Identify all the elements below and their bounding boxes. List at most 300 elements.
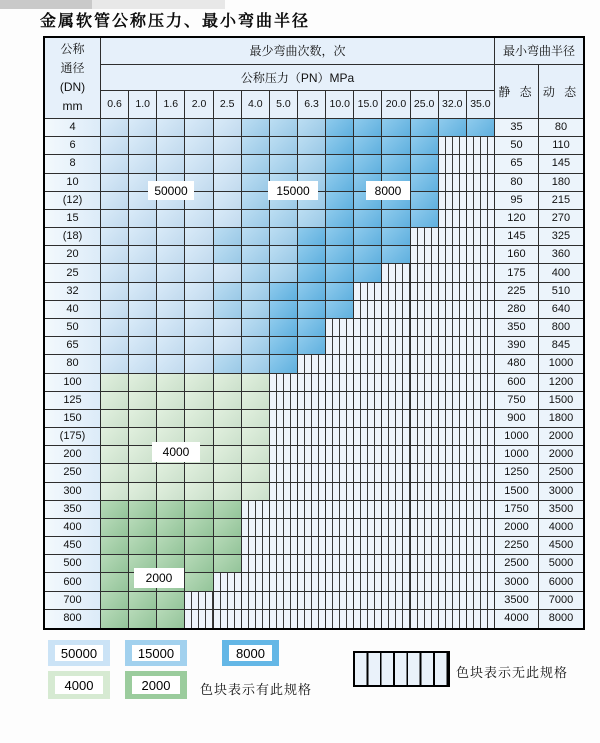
dn-cell: 150 <box>45 410 101 428</box>
spec-cell <box>270 337 298 355</box>
no-spec-cell <box>382 283 410 301</box>
static-radius-cell: 3000 <box>495 573 539 591</box>
cycles-region-label-50000: 50000 <box>148 181 194 200</box>
spec-cell <box>439 119 467 137</box>
no-spec-cell <box>382 537 410 555</box>
no-spec-cell <box>439 355 467 373</box>
spec-cell <box>214 374 242 392</box>
no-spec-cell <box>382 464 410 482</box>
spec-cell <box>354 246 382 264</box>
dn-cell: 8 <box>45 155 101 173</box>
spec-cell <box>129 210 157 228</box>
spec-cell <box>270 210 298 228</box>
dynamic-radius-cell: 4500 <box>539 537 583 555</box>
no-spec-cell <box>270 446 298 464</box>
no-spec-cell <box>439 537 467 555</box>
no-spec-cell <box>382 428 410 446</box>
pressure-col-header: 25.0 <box>411 91 439 119</box>
spec-cell <box>214 464 242 482</box>
page-title: 金属软管公称压力、最小弯曲半径 <box>40 11 311 30</box>
spec-cell <box>101 155 129 173</box>
spec-cell <box>129 246 157 264</box>
dynamic-radius-cell: 8000 <box>539 610 583 628</box>
no-spec-cell <box>185 610 213 628</box>
dn-cell: 600 <box>45 573 101 591</box>
spec-cell <box>298 246 326 264</box>
spec-cell <box>298 319 326 337</box>
spec-cell <box>242 483 270 501</box>
spec-cell <box>214 155 242 173</box>
no-spec-cell <box>411 573 439 591</box>
spec-cell <box>214 483 242 501</box>
spec-cell <box>157 410 185 428</box>
no-spec-cell <box>467 137 495 155</box>
spec-cell <box>326 246 354 264</box>
spec-cell <box>214 501 242 519</box>
spec-cell <box>326 210 354 228</box>
spec-cell <box>101 392 129 410</box>
pressure-bend-table <box>43 36 585 630</box>
spec-cell <box>157 210 185 228</box>
pressure-col-header: 10.0 <box>326 91 354 119</box>
static-radius-cell: 145 <box>495 228 539 246</box>
no-spec-cell <box>326 610 354 628</box>
no-spec-cell <box>382 374 410 392</box>
no-spec-cell <box>354 283 382 301</box>
dynamic-header: 动 态 <box>539 65 583 119</box>
dynamic-radius-cell: 180 <box>539 174 583 192</box>
dn-cell: 10 <box>45 174 101 192</box>
no-spec-cell <box>270 537 298 555</box>
legend-swatch-15000 <box>125 640 187 666</box>
spec-cell <box>411 210 439 228</box>
spec-cell <box>101 428 129 446</box>
static-radius-cell: 80 <box>495 174 539 192</box>
spec-cell <box>242 119 270 137</box>
no-spec-cell <box>439 228 467 246</box>
spec-cell <box>270 155 298 173</box>
no-spec-cell <box>326 410 354 428</box>
no-spec-cell <box>439 374 467 392</box>
static-radius-cell: 1500 <box>495 483 539 501</box>
spec-cell <box>411 155 439 173</box>
no-spec-cell <box>326 446 354 464</box>
spec-cell <box>129 264 157 282</box>
no-spec-cell <box>411 519 439 537</box>
spec-cell <box>214 246 242 264</box>
spec-cell <box>298 337 326 355</box>
spec-cell <box>101 301 129 319</box>
dn-cell: (12) <box>45 192 101 210</box>
spec-cell <box>101 537 129 555</box>
dn-cell: 50 <box>45 319 101 337</box>
dn-cell: 250 <box>45 464 101 482</box>
spec-cell <box>157 246 185 264</box>
no-spec-cell <box>382 501 410 519</box>
no-spec-cell <box>354 319 382 337</box>
pressure-col-header: 2.0 <box>185 91 213 119</box>
no-spec-cell <box>214 573 242 591</box>
dynamic-radius-cell: 3500 <box>539 501 583 519</box>
spec-cell <box>411 192 439 210</box>
no-spec-cell <box>467 592 495 610</box>
dn-header-line: 公称 <box>60 42 85 56</box>
no-spec-cell <box>242 555 270 573</box>
no-spec-cell <box>382 446 410 464</box>
legend-swatch-value: 8000 <box>229 645 272 662</box>
no-spec-cell <box>326 464 354 482</box>
no-spec-cell <box>467 392 495 410</box>
spec-cell <box>185 501 213 519</box>
dn-cell: 500 <box>45 555 101 573</box>
dn-header-line: (DN) <box>59 80 86 94</box>
spec-cell <box>354 228 382 246</box>
no-spec-cell <box>411 319 439 337</box>
static-radius-cell: 65 <box>495 155 539 173</box>
spec-cell <box>185 210 213 228</box>
no-spec-cell <box>326 337 354 355</box>
spec-cell <box>101 464 129 482</box>
cycles-region-label-2000: 2000 <box>134 568 184 588</box>
pressure-col-header: 1.0 <box>129 91 157 119</box>
no-spec-cell <box>298 446 326 464</box>
spec-cell <box>101 264 129 282</box>
no-spec-cell <box>298 501 326 519</box>
no-spec-cell <box>382 410 410 428</box>
spec-cell <box>185 119 213 137</box>
no-spec-cell <box>354 446 382 464</box>
static-radius-cell: 50 <box>495 137 539 155</box>
static-radius-cell: 4000 <box>495 610 539 628</box>
spec-cell <box>214 537 242 555</box>
spec-cell <box>129 592 157 610</box>
spec-cell <box>157 155 185 173</box>
no-spec-cell <box>467 319 495 337</box>
no-spec-cell <box>439 155 467 173</box>
no-spec-cell <box>439 192 467 210</box>
spec-cell <box>129 119 157 137</box>
no-spec-cell <box>467 446 495 464</box>
dn-header-line: mm <box>62 99 83 113</box>
no-spec-cell <box>382 483 410 501</box>
spec-cell <box>354 155 382 173</box>
spec-cell <box>298 301 326 319</box>
pressure-col-header: 0.6 <box>101 91 129 119</box>
no-spec-cell <box>326 573 354 591</box>
spec-cell <box>157 537 185 555</box>
no-spec-cell <box>439 555 467 573</box>
dn-cell: 700 <box>45 592 101 610</box>
spec-cell <box>185 392 213 410</box>
dynamic-radius-cell: 1500 <box>539 392 583 410</box>
spec-cell <box>242 137 270 155</box>
no-spec-cell <box>411 610 439 628</box>
no-spec-cell <box>467 355 495 373</box>
spec-cell <box>157 119 185 137</box>
no-spec-cell <box>439 446 467 464</box>
spec-cell <box>298 283 326 301</box>
spec-cell <box>382 228 410 246</box>
pressure-col-header: 15.0 <box>354 91 382 119</box>
spec-cell <box>185 319 213 337</box>
no-spec-cell <box>382 264 410 282</box>
dynamic-radius-cell: 4000 <box>539 519 583 537</box>
spec-cell <box>411 137 439 155</box>
no-spec-cell <box>270 483 298 501</box>
spec-cell <box>157 374 185 392</box>
spec-cell <box>214 137 242 155</box>
no-spec-cell <box>467 573 495 591</box>
spec-cell <box>185 246 213 264</box>
spec-cell <box>270 119 298 137</box>
no-spec-cell <box>439 246 467 264</box>
dn-cell: 6 <box>45 137 101 155</box>
no-spec-cell <box>326 592 354 610</box>
spec-cell <box>101 501 129 519</box>
static-radius-cell: 2250 <box>495 537 539 555</box>
no-spec-cell <box>467 264 495 282</box>
cycles-region-label-4000: 4000 <box>152 442 200 462</box>
no-spec-cell <box>467 464 495 482</box>
spec-cell <box>214 555 242 573</box>
no-spec-cell <box>185 592 213 610</box>
dynamic-radius-cell: 400 <box>539 264 583 282</box>
spec-cell <box>326 192 354 210</box>
no-spec-cell <box>467 192 495 210</box>
spec-cell <box>129 337 157 355</box>
no-spec-cell <box>411 464 439 482</box>
dynamic-radius-cell: 80 <box>539 119 583 137</box>
radius-header: 最小弯曲半径 <box>495 38 583 65</box>
dynamic-radius-cell: 2000 <box>539 428 583 446</box>
spec-cell <box>129 228 157 246</box>
no-spec-cell <box>326 355 354 373</box>
spec-cell <box>270 355 298 373</box>
spec-cell <box>326 301 354 319</box>
spec-cell <box>157 228 185 246</box>
dn-header-cell <box>45 38 101 119</box>
spec-cell <box>185 410 213 428</box>
pressure-col-header: 2.5 <box>214 91 242 119</box>
no-spec-cell <box>411 501 439 519</box>
spec-cell <box>242 428 270 446</box>
spec-cell <box>185 283 213 301</box>
spec-cell <box>129 519 157 537</box>
no-spec-cell <box>382 555 410 573</box>
dn-cell: 32 <box>45 283 101 301</box>
static-radius-cell: 1000 <box>495 428 539 446</box>
spec-cell <box>242 228 270 246</box>
spec-cell <box>101 228 129 246</box>
spec-cell <box>157 337 185 355</box>
spec-cell <box>157 501 185 519</box>
spec-cell <box>101 137 129 155</box>
spec-cell <box>129 137 157 155</box>
spec-cell <box>185 537 213 555</box>
dynamic-radius-cell: 360 <box>539 246 583 264</box>
dn-cell: 100 <box>45 374 101 392</box>
cycles-region-label-15000: 15000 <box>268 181 318 200</box>
dn-cell: (175) <box>45 428 101 446</box>
no-spec-cell <box>354 374 382 392</box>
no-spec-cell <box>382 392 410 410</box>
no-spec-cell <box>354 610 382 628</box>
dynamic-radius-cell: 215 <box>539 192 583 210</box>
static-radius-cell: 900 <box>495 410 539 428</box>
spec-cell <box>382 119 410 137</box>
no-spec-cell <box>326 392 354 410</box>
dynamic-radius-cell: 2500 <box>539 464 583 482</box>
spec-cell <box>101 592 129 610</box>
static-radius-cell: 390 <box>495 337 539 355</box>
static-header: 静 态 <box>495 65 539 119</box>
no-spec-cell <box>439 610 467 628</box>
spec-cell <box>354 119 382 137</box>
no-spec-cell <box>270 428 298 446</box>
no-spec-cell <box>467 374 495 392</box>
spec-cell <box>298 210 326 228</box>
dynamic-radius-cell: 845 <box>539 337 583 355</box>
spec-cell <box>270 264 298 282</box>
no-spec-cell <box>411 483 439 501</box>
spec-cell <box>270 283 298 301</box>
static-radius-cell: 35 <box>495 119 539 137</box>
no-spec-cell <box>354 519 382 537</box>
no-spec-cell <box>298 392 326 410</box>
no-spec-cell <box>411 392 439 410</box>
spec-cell <box>101 610 129 628</box>
pressure-col-header: 20.0 <box>382 91 410 119</box>
no-spec-cell <box>467 283 495 301</box>
spec-cell <box>185 228 213 246</box>
spec-cell <box>270 137 298 155</box>
spec-cell <box>242 192 270 210</box>
pressure-col-header: 32.0 <box>439 91 467 119</box>
spec-cell <box>270 301 298 319</box>
static-radius-cell: 280 <box>495 301 539 319</box>
no-spec-cell <box>326 501 354 519</box>
legend-swatch-50000 <box>48 640 110 666</box>
spec-cell <box>185 264 213 282</box>
spec-cell <box>185 483 213 501</box>
spec-cell <box>157 592 185 610</box>
no-spec-cell <box>439 337 467 355</box>
no-spec-cell <box>354 392 382 410</box>
spec-cell <box>214 301 242 319</box>
spec-cell <box>214 337 242 355</box>
spec-cell <box>214 410 242 428</box>
no-spec-cell <box>467 155 495 173</box>
spec-cell <box>242 210 270 228</box>
no-spec-cell <box>467 428 495 446</box>
spec-cell <box>129 283 157 301</box>
spec-cell <box>242 355 270 373</box>
dn-cell: 450 <box>45 537 101 555</box>
dn-cell: 300 <box>45 483 101 501</box>
no-spec-cell <box>298 374 326 392</box>
spec-cell <box>242 301 270 319</box>
no-spec-cell <box>411 374 439 392</box>
spec-cell <box>214 192 242 210</box>
spec-cell <box>242 392 270 410</box>
spec-cell <box>101 555 129 573</box>
spec-cell <box>129 374 157 392</box>
no-spec-cell <box>467 537 495 555</box>
pressure-col-header: 5.0 <box>270 91 298 119</box>
spec-cell <box>270 319 298 337</box>
static-radius-cell: 1750 <box>495 501 539 519</box>
spec-cell <box>382 137 410 155</box>
static-radius-cell: 2000 <box>495 519 539 537</box>
no-spec-cell <box>411 537 439 555</box>
dn-header-line: 通径 <box>60 61 85 75</box>
no-spec-cell <box>382 319 410 337</box>
no-spec-cell <box>270 592 298 610</box>
dn-cell: 200 <box>45 446 101 464</box>
no-spec-cell <box>439 410 467 428</box>
dynamic-radius-cell: 270 <box>539 210 583 228</box>
no-spec-cell <box>467 519 495 537</box>
no-spec-cell <box>439 210 467 228</box>
pressure-col-header: 1.6 <box>157 91 185 119</box>
legend-swatch-value: 4000 <box>55 676 102 694</box>
spec-cell <box>157 355 185 373</box>
spec-cell <box>298 228 326 246</box>
spec-cell <box>214 392 242 410</box>
no-spec-cell <box>439 392 467 410</box>
no-spec-cell <box>298 555 326 573</box>
no-spec-cell <box>382 592 410 610</box>
no-spec-cell <box>382 301 410 319</box>
spec-cell <box>298 137 326 155</box>
static-radius-cell: 120 <box>495 210 539 228</box>
dynamic-radius-cell: 640 <box>539 301 583 319</box>
spec-cell <box>298 155 326 173</box>
no-spec-cell <box>411 337 439 355</box>
spec-cell <box>185 137 213 155</box>
no-spec-cell <box>411 246 439 264</box>
no-spec-cell <box>298 592 326 610</box>
spec-cell <box>242 174 270 192</box>
no-spec-cell <box>354 410 382 428</box>
no-spec-cell <box>467 483 495 501</box>
no-spec-cell <box>326 537 354 555</box>
static-radius-cell: 480 <box>495 355 539 373</box>
spec-cell <box>129 301 157 319</box>
pressure-col-header: 6.3 <box>298 91 326 119</box>
dn-cell: 40 <box>45 301 101 319</box>
spec-cell <box>129 483 157 501</box>
dynamic-radius-cell: 1200 <box>539 374 583 392</box>
legend-swatch-2000 <box>125 671 187 699</box>
spec-cell <box>382 210 410 228</box>
pressure-col-header: 35.0 <box>467 91 495 119</box>
spec-cell <box>129 355 157 373</box>
spec-cell <box>185 374 213 392</box>
spec-cell <box>242 410 270 428</box>
no-spec-cell <box>214 592 242 610</box>
no-spec-cell <box>354 592 382 610</box>
spec-cell <box>354 264 382 282</box>
no-spec-cell <box>214 610 242 628</box>
spec-cell <box>326 137 354 155</box>
no-spec-cell <box>411 555 439 573</box>
spec-cell <box>185 464 213 482</box>
spec-cell <box>101 246 129 264</box>
no-spec-cell <box>326 428 354 446</box>
dynamic-radius-cell: 1000 <box>539 355 583 373</box>
spec-cell <box>298 264 326 282</box>
